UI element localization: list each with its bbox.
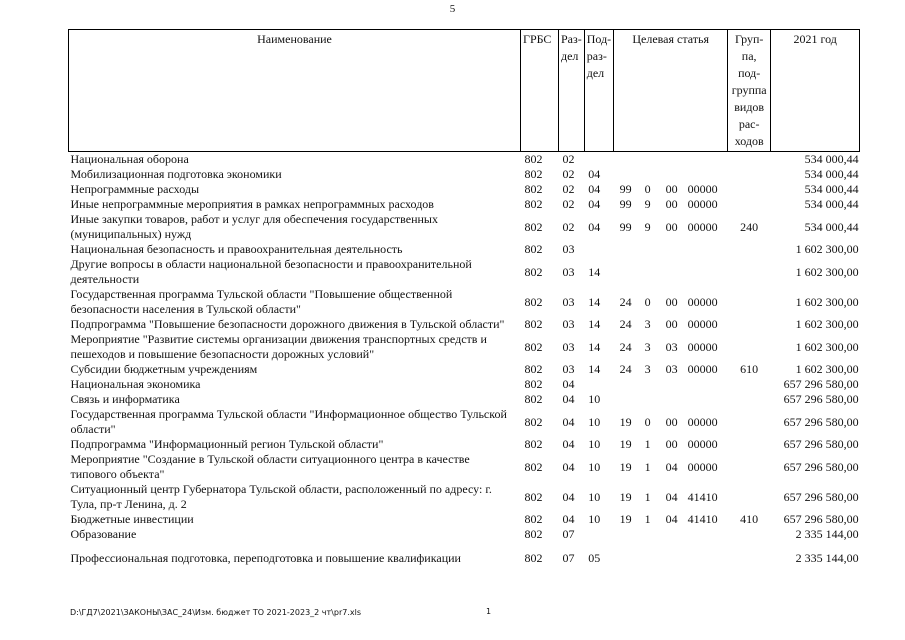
- cell-t3: 03: [665, 362, 678, 376]
- cell-t1: 19: [619, 459, 632, 474]
- cell-t4: 00000: [687, 197, 718, 211]
- cell-name: Национальная безопасность и правоохранительная деятельность: [70, 242, 403, 256]
- cell-t1: 19: [619, 414, 632, 429]
- cell-t4: [686, 167, 728, 182]
- cell-razdel: 07: [562, 551, 575, 565]
- cell-group: [728, 332, 771, 362]
- cell-razdel: 04: [562, 392, 575, 406]
- cell-group: [728, 167, 771, 182]
- table-row: [69, 407, 860, 437]
- cell-amount: 534 000,44: [804, 152, 859, 166]
- table-row: [69, 212, 860, 242]
- cell-name: Мероприятие "Создание в Тульской области ситуационного центра в качестве типового объекта": [70, 452, 470, 481]
- cell-name: Субсидии бюджетным учреждениям: [70, 362, 258, 376]
- cell-t1: 19: [619, 437, 632, 451]
- cell-grbs: 802: [524, 551, 543, 565]
- cell-t2: 1: [644, 459, 651, 474]
- cell-grbs: 802: [524, 197, 543, 211]
- cell-grbs: 802: [524, 339, 543, 354]
- cell-t2: [638, 152, 658, 168]
- cell-name: Профессиональная подготовка, переподготовка и повышение квалификации: [70, 551, 461, 565]
- table-row: [69, 392, 860, 407]
- cell-t4: 00000: [687, 362, 718, 376]
- cell-grbs: 802: [524, 414, 543, 429]
- cell-group: 610: [740, 362, 759, 376]
- cell-group: [728, 392, 771, 407]
- cell-t4: 00000: [687, 459, 718, 474]
- cell-t3: [658, 392, 686, 407]
- table-row: [69, 527, 860, 542]
- cell-podr: [584, 527, 613, 542]
- cell-t1: [614, 242, 638, 257]
- table-row: [69, 437, 860, 452]
- cell-grbs: 802: [524, 219, 543, 234]
- cell-grbs: 802: [524, 437, 543, 451]
- cell-t2: 9: [644, 197, 651, 211]
- cell-podr: 10: [588, 392, 601, 406]
- cell-t4: 00000: [687, 219, 718, 234]
- cell-t3: 04: [665, 489, 678, 504]
- cell-group: [728, 437, 771, 452]
- cell-podr: [584, 152, 613, 168]
- cell-t1: 24: [619, 362, 632, 376]
- cell-t4: [686, 152, 728, 168]
- cell-grbs: 802: [524, 242, 543, 256]
- cell-t4: [686, 242, 728, 257]
- cell-podr: [584, 242, 613, 257]
- cell-t4: 00000: [687, 437, 718, 451]
- cell-t4: 00000: [687, 414, 718, 429]
- cell-razdel: 04: [562, 414, 575, 429]
- cell-podr: 10: [588, 414, 601, 429]
- cell-t2: 0: [644, 294, 651, 309]
- cell-podr: 04: [588, 182, 601, 196]
- header-grbs: ГРБС: [521, 30, 559, 152]
- cell-group: 410: [740, 512, 759, 526]
- budget-table: [68, 29, 860, 566]
- table-row: [69, 377, 860, 392]
- cell-t1: 24: [619, 339, 632, 354]
- cell-t3: [658, 167, 686, 182]
- header-razdel: Раз- дел: [559, 30, 585, 152]
- cell-amount: 657 296 580,00: [783, 437, 859, 451]
- cell-amount: 1 602 300,00: [795, 317, 859, 331]
- cell-grbs: 802: [524, 182, 543, 196]
- cell-t2: [638, 392, 658, 407]
- cell-amount: 657 296 580,00: [783, 459, 859, 474]
- cell-podr: 14: [588, 362, 601, 376]
- header-target-article: Целевая статья: [614, 30, 728, 152]
- cell-t2: 9: [644, 219, 651, 234]
- table-header-row: [69, 30, 860, 152]
- cell-amount: 534 000,44: [804, 182, 859, 196]
- cell-grbs: 802: [524, 459, 543, 474]
- cell-razdel: 04: [562, 377, 575, 391]
- cell-razdel: 07: [562, 527, 575, 541]
- cell-t4: [686, 257, 728, 287]
- cell-group: [728, 287, 771, 317]
- cell-t3: 03: [665, 339, 678, 354]
- cell-grbs: 802: [524, 377, 543, 391]
- cell-razdel: 02: [562, 197, 575, 211]
- cell-t1: [614, 167, 638, 182]
- table-row: [69, 362, 860, 377]
- cell-t1: [614, 392, 638, 407]
- cell-group: 240: [740, 219, 759, 234]
- cell-t2: 1: [644, 512, 651, 526]
- cell-podr: 04: [588, 197, 601, 211]
- cell-podr: 04: [588, 219, 601, 234]
- table-row: [69, 317, 860, 332]
- cell-t3: 00: [665, 197, 678, 211]
- cell-t3: 00: [665, 219, 678, 234]
- cell-t1: 24: [619, 317, 632, 331]
- cell-t1: 24: [619, 294, 632, 309]
- cell-name: Иные непрограммные мероприятия в рамках непрограммных расходов: [70, 197, 434, 211]
- cell-t2: 3: [644, 339, 651, 354]
- cell-amount: 1 602 300,00: [795, 362, 859, 376]
- table-row: [69, 152, 860, 168]
- cell-amount: 657 296 580,00: [783, 392, 859, 406]
- cell-amount: 657 296 580,00: [783, 414, 859, 429]
- cell-t2: [638, 167, 658, 182]
- cell-podr: 14: [588, 317, 601, 331]
- cell-name: Национальная экономика: [70, 377, 201, 391]
- cell-name: Непрограммные расходы: [70, 182, 200, 196]
- cell-t2: 0: [644, 182, 651, 196]
- cell-name: Национальная оборона: [70, 152, 189, 166]
- cell-t3: 04: [665, 512, 678, 526]
- cell-t1: [614, 377, 638, 392]
- cell-name: Бюджетные инвестиции: [70, 512, 194, 526]
- cell-razdel: 04: [562, 437, 575, 451]
- cell-t3: [658, 257, 686, 287]
- cell-amount: 657 296 580,00: [783, 489, 859, 504]
- header-year: 2021 год: [771, 30, 860, 152]
- cell-group: [728, 377, 771, 392]
- cell-podr: 10: [588, 489, 601, 504]
- cell-razdel: 02: [562, 182, 575, 196]
- cell-t3: 00: [665, 294, 678, 309]
- cell-t3: [658, 527, 686, 542]
- header-name: Наименование: [69, 30, 521, 152]
- cell-t1: 99: [619, 219, 632, 234]
- cell-t4: 00000: [687, 182, 718, 196]
- cell-amount: 2 335 144,00: [795, 527, 859, 541]
- cell-t4: 41410: [687, 512, 718, 526]
- cell-razdel: 02: [562, 152, 575, 166]
- cell-t1: 19: [619, 489, 632, 504]
- cell-podr: 10: [588, 512, 601, 526]
- cell-t2: 1: [644, 437, 651, 451]
- cell-t4: 00000: [687, 317, 718, 331]
- table-row: [69, 452, 860, 482]
- table-row: [69, 482, 860, 512]
- cell-t2: 0: [644, 414, 651, 429]
- cell-t4: [686, 392, 728, 407]
- cell-podr: 05: [588, 551, 601, 565]
- cell-name: Ситуационный центр Губернатора Тульской области, расположенный по адресу: г. Тула, пр-т Ленина, д. 2: [70, 482, 492, 511]
- cell-group: [728, 257, 771, 287]
- cell-group: [728, 527, 771, 542]
- cell-grbs: 802: [524, 152, 543, 166]
- footer-mark: 1: [486, 607, 492, 616]
- cell-amount: 534 000,44: [804, 197, 859, 211]
- cell-grbs: 802: [524, 489, 543, 504]
- cell-podr: [584, 377, 613, 392]
- cell-t1: [614, 542, 638, 566]
- cell-t2: 1: [644, 489, 651, 504]
- cell-t3: 00: [665, 182, 678, 196]
- cell-t2: [638, 257, 658, 287]
- cell-grbs: 802: [524, 392, 543, 406]
- cell-razdel: 03: [562, 339, 575, 354]
- cell-t2: [638, 542, 658, 566]
- cell-group: [728, 317, 771, 332]
- cell-razdel: 02: [562, 219, 575, 234]
- table-row: [69, 512, 860, 527]
- cell-group: [728, 182, 771, 197]
- cell-t3: [658, 242, 686, 257]
- table-row: [69, 242, 860, 257]
- table-row: [69, 167, 860, 182]
- cell-t3: [658, 377, 686, 392]
- cell-amount: 657 296 580,00: [783, 512, 859, 526]
- cell-amount: 1 602 300,00: [795, 242, 859, 256]
- cell-grbs: 802: [524, 317, 543, 331]
- page-number: 5: [449, 3, 456, 15]
- cell-razdel: 04: [562, 459, 575, 474]
- cell-podr: 14: [588, 264, 601, 279]
- header-podrazdel: Под- раз- дел: [584, 30, 613, 152]
- cell-group: [728, 482, 771, 512]
- table-row: [69, 287, 860, 317]
- cell-t3: [658, 542, 686, 566]
- cell-t1: 99: [619, 197, 632, 211]
- cell-razdel: 03: [562, 242, 575, 256]
- cell-podr: 14: [588, 294, 601, 309]
- cell-group: [728, 542, 771, 566]
- cell-name: Мероприятие "Развитие системы организации движения транспортных средств и пешеходов и повышение безопасности дорожных условий": [70, 332, 487, 361]
- table-body: [69, 152, 860, 567]
- cell-name: Государственная программа Тульской области "Информационное общество Тульской области": [70, 407, 507, 436]
- cell-grbs: 802: [524, 294, 543, 309]
- cell-name: Иные закупки товаров, работ и услуг для обеспечения государственных (муниципальных) нужд: [70, 212, 438, 241]
- cell-t1: 99: [619, 182, 632, 196]
- cell-amount: 2 335 144,00: [795, 551, 859, 565]
- cell-grbs: 802: [524, 527, 543, 541]
- cell-name: Государственная программа Тульской области "Повышение общественной безопасности населения в Тульской области": [70, 287, 453, 316]
- cell-razdel: 03: [562, 362, 575, 376]
- cell-group: [728, 152, 771, 168]
- cell-podr: 10: [588, 459, 601, 474]
- cell-grbs: 802: [524, 512, 543, 526]
- cell-t4: 00000: [687, 294, 718, 309]
- cell-grbs: 802: [524, 264, 543, 279]
- cell-razdel: 04: [562, 512, 575, 526]
- cell-t1: [614, 257, 638, 287]
- cell-group: [728, 197, 771, 212]
- table-row: [69, 197, 860, 212]
- cell-name: Связь и информатика: [70, 392, 180, 406]
- cell-podr: 04: [588, 167, 601, 181]
- cell-t1: [614, 152, 638, 168]
- table-row: [69, 257, 860, 287]
- cell-t4: 41410: [687, 489, 718, 504]
- table-row: [69, 182, 860, 197]
- cell-razdel: 03: [562, 317, 575, 331]
- cell-name: Мобилизационная подготовка экономики: [70, 167, 282, 181]
- cell-grbs: 802: [524, 362, 543, 376]
- cell-amount: 534 000,44: [804, 167, 859, 181]
- cell-name: Подпрограмма "Информационный регион Тульской области": [70, 437, 384, 451]
- cell-amount: 1 602 300,00: [795, 339, 859, 354]
- cell-t3: 00: [665, 414, 678, 429]
- cell-name: Другие вопросы в области национальной безопасности и правоохранительной деятельности: [70, 257, 472, 286]
- cell-t1: [614, 527, 638, 542]
- cell-t2: 3: [644, 362, 651, 376]
- cell-group: [728, 407, 771, 437]
- file-path-footer: D:\ГД7\2021\ЗАКОНЫ\ЗАС_24\Изм. бюджет ТО 2021-2023_2 чт\pr7.xls: [70, 608, 361, 617]
- cell-t3: 00: [665, 437, 678, 451]
- cell-amount: 534 000,44: [804, 219, 859, 234]
- cell-t4: 00000: [687, 339, 718, 354]
- cell-t4: [686, 377, 728, 392]
- cell-name: Образование: [70, 527, 137, 541]
- cell-t2: [638, 242, 658, 257]
- cell-t4: [686, 542, 728, 566]
- header-expense-group: Груп- па, под- группа видов рас- ходов: [728, 30, 771, 152]
- cell-t3: [658, 152, 686, 168]
- cell-razdel: 03: [562, 294, 575, 309]
- cell-razdel: 04: [562, 489, 575, 504]
- cell-amount: 1 602 300,00: [795, 264, 859, 279]
- cell-t2: [638, 527, 658, 542]
- cell-group: [728, 452, 771, 482]
- cell-group: [728, 242, 771, 257]
- cell-t4: [686, 527, 728, 542]
- cell-name: Подпрограмма "Повышение безопасности дорожного движения в Тульской области": [70, 317, 505, 331]
- cell-t3: 04: [665, 459, 678, 474]
- table-row: [69, 332, 860, 362]
- cell-t3: 00: [665, 317, 678, 331]
- table-row: [69, 542, 860, 566]
- cell-t2: 3: [644, 317, 651, 331]
- cell-razdel: 03: [562, 264, 575, 279]
- cell-podr: 14: [588, 339, 601, 354]
- cell-amount: 1 602 300,00: [795, 294, 859, 309]
- cell-razdel: 02: [562, 167, 575, 181]
- cell-grbs: 802: [524, 167, 543, 181]
- cell-t1: 19: [619, 512, 632, 526]
- cell-podr: 10: [588, 437, 601, 451]
- cell-amount: 657 296 580,00: [783, 377, 859, 391]
- cell-t2: [638, 377, 658, 392]
